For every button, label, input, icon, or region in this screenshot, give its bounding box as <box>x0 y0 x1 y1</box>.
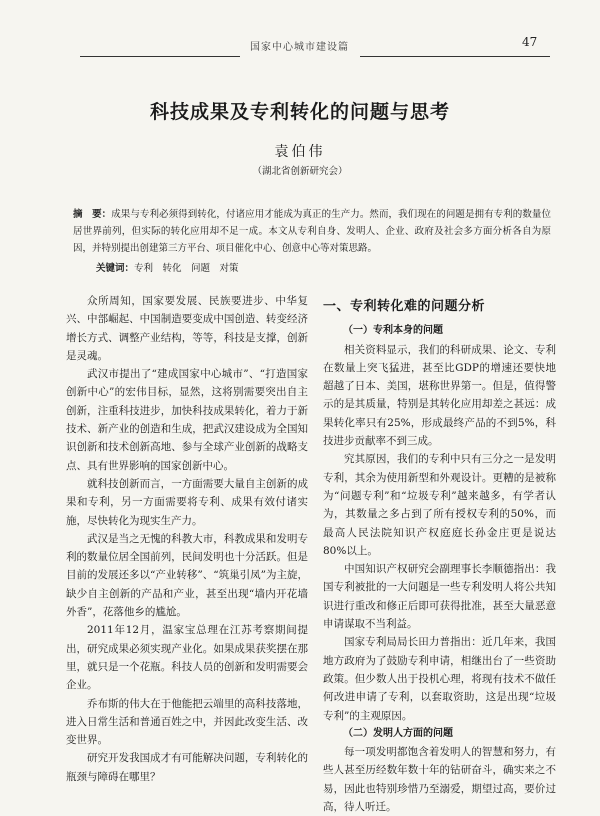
body-paragraph: 武汉市提出了“建成国家中心城市”、“打造国家创新中心”的宏伟目标，显然，这将别需要突出自主创新，注重科技进步，加快科技成果转化，着力于新技术、新产业的创造和生成，把武汉建设成为全国知识创新和技术创新高地、参与全球产业创新的战略支点、具有世界影响的国家创新中心。 <box>66 368 308 472</box>
article-title: 科技成果及专利转化的问题与思考 <box>149 101 450 123</box>
author-name: 袁伯伟 <box>274 144 326 160</box>
body-paragraph: 乔布斯的伟大在于他能把云端里的高科技落地，进入日常生活和普通百姓之中，并因此改变生活、改变世界。 <box>66 697 308 747</box>
body-paragraph: 武汉是当之无愧的科教大市，科教成果和发明专利的数量位居全国前列，民间发明也十分活跃。但是目前的发展还多以“产业转移”、“筑巢引凤”为主旋，缺少自主创新的产品和产业，甚至出现“墙内开花墙外香”，花落他乡的尴尬。 <box>66 532 308 619</box>
body-paragraph: 究其原因，我们的专利中只有三分之一是发明专利，其余为使用新型和外观设计。更糟的是被称为“问题专利”和“垃圾专利”越来越多，有学者认为，其数量之多占到了所有授权专利的50%，而最高人民法院知识产权庭庭长孙金庄更是说达80%以上。 <box>323 453 556 557</box>
header-rule-left <box>80 56 240 57</box>
body-paragraph: 就科技创新而言，一方面需要大量自主创新的成果和专利，另一方面需要将专利、成果有效付诸实施，尽快转化为现实生产力。 <box>66 477 308 527</box>
body-paragraph: 众所周知，国家要发展、民族要进步、中华复兴、中部崛起、中国制造要变成中国创造、转变经济增长方式、调整产业结构，等等，科技是支撑，创新是灵魂。 <box>66 295 308 362</box>
running-head: 国家中心城市建设篇 <box>250 42 349 53</box>
left-column <box>66 292 308 786</box>
keywords-label: 关键词： <box>96 263 135 274</box>
abstract <box>73 206 551 257</box>
body-paragraph: 研究开发我国成才有可能解决问题，专利转化的瓶颈与障碍在哪里？ <box>66 752 308 783</box>
subsection-heading: （二）发明人方面的问题 <box>343 727 453 739</box>
body-paragraph: 每一项发明都饱含着发明人的智慧和努力，有些人甚至历经数年数十年的钻研奋斗，确实来之不易，因此也特别珍惜乃至溺爱，期望过高，要价过高，待人听迁。 <box>323 746 556 814</box>
right-column <box>323 292 556 816</box>
header-rule-right <box>360 56 550 57</box>
body-paragraph: 相关资料显示，我们的科研成果、论文、专利在数量上突飞猛进，甚至比GDP的增速还要快地超越了日本、美国，堪称世界第一。但是，值得警示的是其质量，特别是其转化应用却差之甚远：成果转化率只有25%，形成最终产品的不到5%，科技进步贡献率不到三成。 <box>323 343 556 448</box>
body-paragraph: 中国知识产权研究会副理事长李顺德指出：我国专利被批的一大问题是一些专利发明人将公共知识进行重改和修正后即可获得批准，甚至大量恶意申请谋取不当利益。 <box>323 563 556 631</box>
abstract-text: 成果与专利必须得到转化，付诸应用才能成为真正的生产力。然而，我们现在的问题是拥有专利的数量位居世界前列，但实际的转化应用却不足一成。本文从专利自身、发明人、企业、政府及社会多方面分析各自为原因，并特别提出创建第三方平台、项目催化中心、创意中心等对策思路。 <box>73 209 551 254</box>
keywords <box>96 260 239 274</box>
abstract-label: 摘 要： <box>73 209 112 220</box>
section-heading: 一、专利转化难的问题分析 <box>323 299 486 314</box>
body-paragraph: 2011年12月，温家宝总理在江苏考察期间提出，研究成果必须实现产业化。如果成果获奖摆在那里，就只是一个花瓶。科技人员的创新和发明需要会企业。 <box>66 624 308 692</box>
keywords-text: 专利 转化 问题 对策 <box>134 263 239 274</box>
author-affiliation: （湖北省创新研究会） <box>252 166 348 177</box>
body-paragraph: 国家专利局局长田力普指出：近几年来，我国地方政府为了鼓励专利申请，相继出台了一些资助政策。但少数人出于投机心理，将现有技术不做任何改进申请了专利，以套取资助，这是出现“垃圾专利”的主观原因。 <box>323 636 556 722</box>
page-number: 47 <box>522 35 538 49</box>
subsection-heading: （一）专利本身的问题 <box>343 325 443 337</box>
